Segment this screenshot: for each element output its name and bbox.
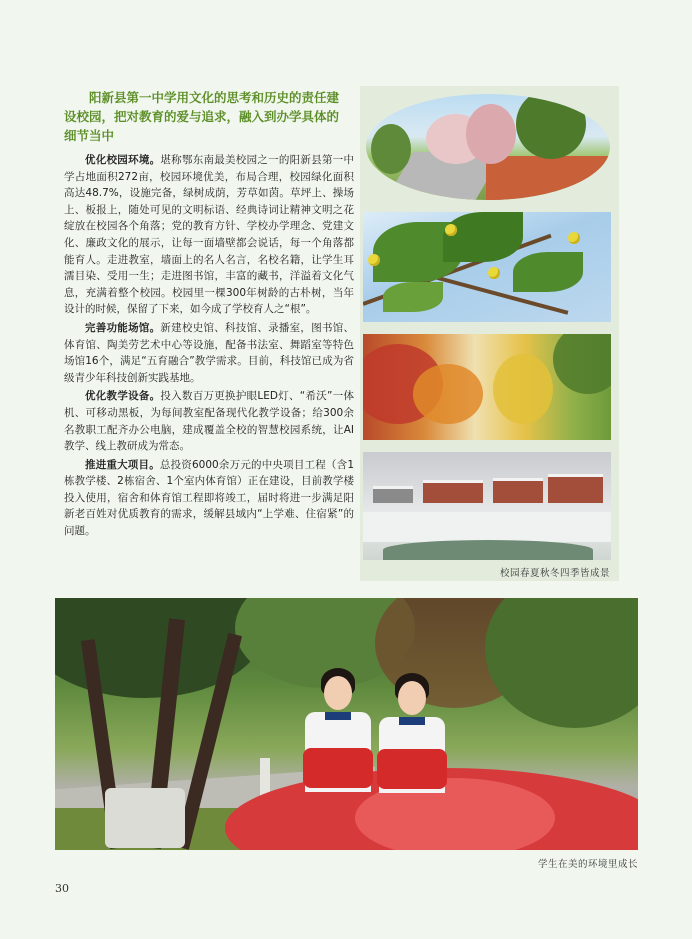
student-right [377, 673, 447, 818]
fruit [445, 224, 457, 236]
leaf [443, 212, 523, 262]
paragraph-lead: 优化教学设备。 [85, 390, 161, 403]
tree [466, 104, 516, 164]
paragraph-lead: 优化校园环境。 [85, 154, 161, 166]
foliage [553, 334, 611, 394]
fruit [368, 254, 380, 266]
article-body [64, 152, 354, 542]
paragraph-text: 投入数百万更换护眼LED灯、“希沃”一体机、可移动黑板，为每间教室配备现代化教学设备；给300余名教职工配齐办公电脑，建成覆盖全校的智慧校园系统，让AI教学、线上教研成为常态。 [64, 390, 355, 453]
fruit [568, 232, 580, 244]
summer-fruit-tree-photo [363, 212, 611, 322]
pond [383, 540, 593, 560]
article-headline: 阳新县第一中学用文化的思考和历史的责任建设校园，把对教育的爱与追求，融入到办学具体的细节当中 [64, 90, 340, 143]
paragraph-text: 新建校史馆、科技馆、录播室，图书馆、体育馆、陶美劳艺术中心等设施，配备书法室、舞蹈室等特色场馆16个，满足“五育融合”教学需求。目前，科技馆已成为省级青少年科技创新实践基地。 [64, 321, 355, 384]
student-left [303, 668, 373, 818]
tree-canopy [485, 598, 638, 728]
building [548, 474, 603, 503]
paragraph-text: 堪称鄂东南最美校园之一的阳新县第一中学占地面积272亩，校园环境优美，布局合理，校园绿化面积高达48.7%，设施完备，绿树成荫，芳草如茵。草坪上、操场上、板报上，随处可见的文明标语、经典诗词让精神文明之花绽放在校园各个角落；党的教育方针、学校办学理念、党建文化、廉政文化的展示，让每一面墙壁都会说话，每一个角落都能育人。走进教室，墙面上的名人名言，名校名籍，让学生耳濡目染、受用一生；走进图书馆，丰富的藏书，洋溢着文化气息，充满着整个校园。校园里一棵300年树龄的古朴树，当年设计的时候，保留了下来，如今成了学校育人之“根”。 [64, 154, 355, 316]
seasons-caption: 校园春夏秋冬四季皆成景 [499, 568, 610, 579]
face [324, 676, 352, 710]
snowy-ground [363, 512, 611, 542]
paragraph-projects [64, 457, 354, 540]
building [423, 480, 483, 503]
uniform-collar [325, 712, 351, 720]
foliage [413, 364, 483, 424]
paragraph-text: 总投资6000余万元的中央项目工程（含1栋教学楼、2栋宿舍、1个室内体育馆）正在建设，目前教学楼投入使用，宿舍和体育馆工程即将竣工，届时将进一步满足阳新老百姓对优质教育的需求，缓解县域内“上学难、住宿紧”的问题。 [64, 458, 355, 538]
foliage [493, 354, 553, 424]
running-track [486, 156, 610, 200]
winter-campus-photo [363, 452, 611, 560]
red-sleeve [303, 748, 373, 788]
paragraph-lead: 推进重大项目。 [85, 458, 160, 471]
spring-path-photo [366, 94, 610, 200]
autumn-trees-photo [363, 334, 611, 440]
students-photo [55, 598, 638, 850]
tree [371, 124, 411, 174]
fruit [488, 267, 500, 279]
leaf [383, 282, 443, 312]
paragraph-lead: 完善功能场馆。 [85, 321, 161, 334]
leaf [513, 252, 583, 292]
students-caption: 学生在美的环境里成长 [537, 859, 638, 870]
red-sleeve [377, 749, 447, 789]
face [398, 681, 426, 715]
paragraph-facilities [64, 320, 354, 386]
paragraph-campus-environment [64, 152, 354, 318]
building [373, 486, 413, 503]
painted-trunk-base [105, 788, 185, 848]
page-number: 30 [55, 882, 69, 895]
uniform-collar [399, 717, 425, 725]
paragraph-equipment [64, 388, 354, 454]
building [493, 478, 543, 503]
tree [516, 94, 586, 159]
